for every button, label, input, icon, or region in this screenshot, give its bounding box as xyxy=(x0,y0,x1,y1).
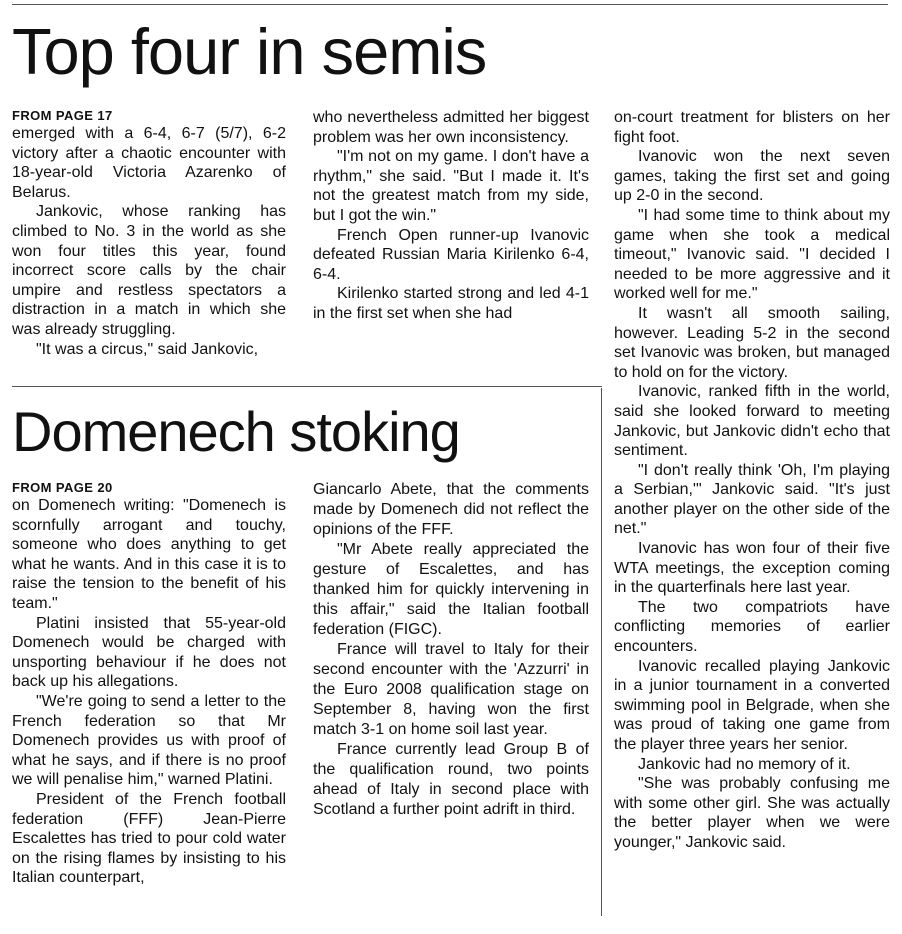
article1-col3 xyxy=(614,108,890,853)
paragraph: "I don't really think 'Oh, I'm playing a Serbian,'" Jankovic said. "It's just another player on the other side of the net." xyxy=(614,461,890,538)
article2-headline: Domenech stoking xyxy=(12,400,460,463)
article1-col1-body xyxy=(12,124,286,359)
top-rule xyxy=(12,4,888,5)
article2-col1 xyxy=(12,480,286,888)
paragraph: It wasn't all smooth sailing, however. Leading 5-2 in the second set Ivanovic was broken, but managed to hold on for the victory. xyxy=(614,304,890,381)
paragraph: France currently lead Group B of the qualification round, two points ahead of Italy in second place with Scotland a further point adrift in third. xyxy=(313,741,589,818)
paragraph: Ivanovic recalled playing Jankovic in a junior tournament in a converted swimming pool in Belgrade, when she was proud of taking one game from the player three years her senior. xyxy=(614,657,890,753)
paragraph: Jankovic had no memory of it. xyxy=(638,755,851,773)
article2-jump-label: FROM PAGE 20 xyxy=(12,480,113,495)
paragraph: who nevertheless admitted her biggest problem was her own inconsistency. xyxy=(313,109,589,146)
paragraph: France will travel to Italy for their second encounter with the 'Azzurri' in the Euro 2008 qualification stage on September 8, having won the first match 3-1 on home soil last year. xyxy=(313,641,589,738)
article1-col1 xyxy=(12,108,286,359)
column-rule-right xyxy=(601,388,602,916)
paragraph: Ivanovic, ranked fifth in the world, said she looked forward to meeting Jankovic, but Jankovic didn't echo that sentiment. xyxy=(614,383,890,460)
paragraph: Ivanovic won the next seven games, taking the first set and going up 2-0 in the second. xyxy=(614,148,890,205)
paragraph: "She was probably confusing me with some other girl. She was actually the better player when we were younger," Jankovic said. xyxy=(614,775,890,851)
article1-col2-body xyxy=(313,108,589,324)
paragraph: French Open runner-up Ivanovic defeated Russian Maria Kirilenko 6-4, 6-4. xyxy=(313,226,589,283)
paragraph: Giancarlo Abete, that the comments made by Domenech did not reflect the opinions of the FFF. xyxy=(313,481,589,538)
paragraph: "I had some time to think about my game when she took a medical timeout," Ivanovic said. "I decided I needed to be more aggressive and it worked well for me." xyxy=(614,206,890,303)
article1-headline: Top four in semis xyxy=(12,15,487,88)
paragraph: on-court treatment for blisters on her fight foot. xyxy=(614,109,890,146)
paragraph: Kirilenko started strong and led 4-1 in the first set when she had xyxy=(313,285,589,322)
article1-col3-body xyxy=(614,108,890,853)
paragraph: The two compatriots have conflicting memories of earlier encounters. xyxy=(614,598,890,656)
article1-jump-label: FROM PAGE 17 xyxy=(12,108,113,123)
article2-col2 xyxy=(313,480,589,820)
paragraph: "We're going to send a letter to the French federation so that Mr Domenech provides us with proof of what he says, and if there is no proof we will penalise him," warned Platini. xyxy=(12,692,286,789)
paragraph: emerged with a 6-4, 6-7 (5/7), 6-2 victory after a chaotic encounter with 18-year-old Victoria Azarenko of Belarus. xyxy=(12,125,286,201)
article2-col1-body xyxy=(12,496,286,888)
paragraph: Platini insisted that 55-year-old Domenech would be charged with unsporting behaviour if he does not back up his allegations. xyxy=(12,614,286,691)
paragraph: Ivanovic has won four of their five WTA meetings, the exception coming in the quarterfinals here last year. xyxy=(614,540,890,597)
paragraph: Jankovic, whose ranking has climbed to No. 3 in the world as she won four titles this year, found incorrect score calls by the chair umpire and restless spectators a distraction in a match in which she was already struggling. xyxy=(12,203,286,338)
paragraph: President of the French football federation (FFF) Jean-Pierre Escalettes has tried to pour cold water on the rising flames by insisting to his Italian counterpart, xyxy=(12,790,286,887)
paragraph: "It was a circus," said Jankovic, xyxy=(36,340,259,358)
paragraph: "I'm not on my game. I don't have a rhythm," she said. "But I made it. It's not the greatest match from my side, but I got the win." xyxy=(313,148,589,224)
paragraph: "Mr Abete really appreciated the gesture of Escalettes, and has thanked him for quickly intervening in this affair," said the Italian football federation (FIGC). xyxy=(313,541,589,638)
article-divider-rule xyxy=(12,386,602,387)
article1-col2 xyxy=(313,108,589,324)
article2-col2-body xyxy=(313,480,589,820)
paragraph: on Domenech writing: "Domenech is scornfully arrogant and touchy, someone who does anything to get what he wants. And in this case it is to raise the tension to the benefit of his team." xyxy=(12,497,286,612)
